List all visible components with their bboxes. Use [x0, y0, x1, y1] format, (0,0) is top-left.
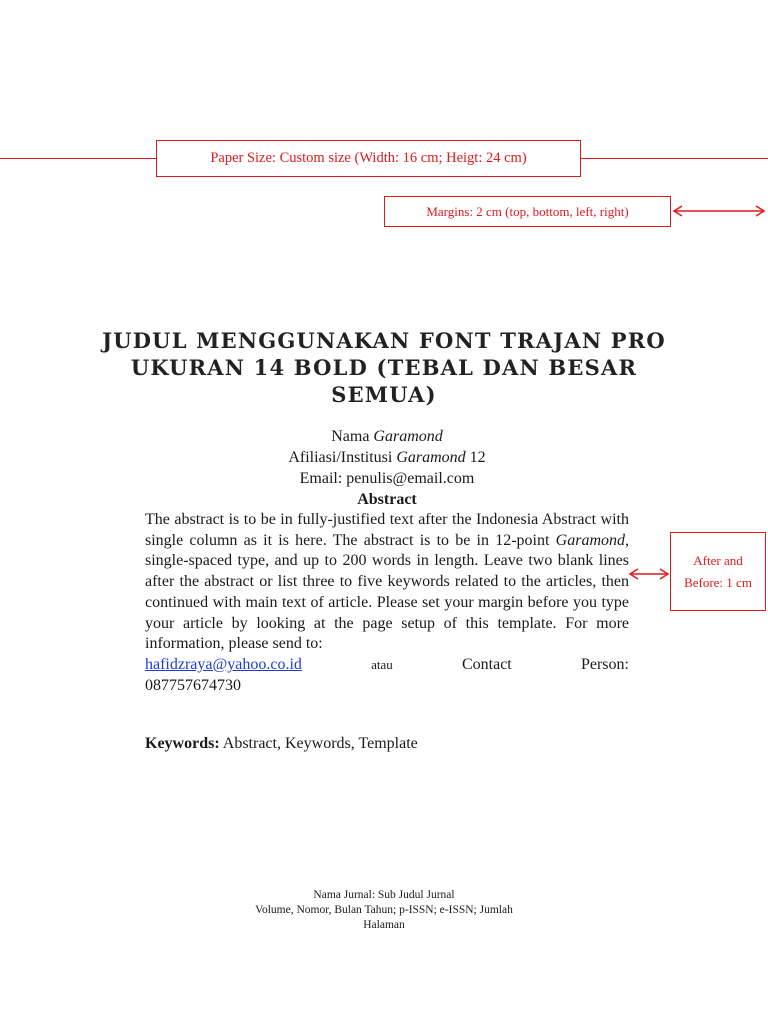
page-footer: [190, 888, 578, 933]
abstract-font-name: Garamond: [555, 531, 625, 549]
author-affiliation: Afiliasi/Institusi Garamond 12: [288, 449, 486, 466]
paper-size-line-right: [581, 158, 768, 159]
contact-atau: atau: [371, 656, 393, 672]
footer-volume-info: Volume, Nomor, Bulan Tahun; p-ISSN; e-ISSN; Jumlah: [255, 904, 513, 916]
author-name: Nama Garamond: [331, 428, 443, 445]
abstract-text-part2: , single-spaced type, and up to 200 words in length. Leave two blank lines after the abstract or list three to five keywords related to the articles, then continued with main text of article. Please set your margin before you type your article by looking at the page setup of this template. For more information, please send to:: [145, 531, 629, 653]
contact-line: [145, 655, 629, 676]
contact-phone: 087757674730: [145, 676, 241, 694]
after-before-double-arrow-icon: [628, 567, 670, 581]
keywords-line: [145, 733, 629, 754]
after-before-annotation: [670, 532, 766, 611]
contact-person-word: Person:: [580, 655, 629, 673]
margins-double-arrow-icon: [672, 204, 768, 218]
keywords-value: Abstract, Keywords, Template: [219, 735, 418, 752]
keywords-label: Keywords:: [145, 735, 220, 752]
affiliation-font: Garamond: [396, 449, 466, 466]
author-email: Email: penulis@email.com: [299, 470, 475, 487]
contact-word: Contact: [461, 655, 512, 673]
margins-label: Margins: 2 cm (top, bottom, left, right): [426, 203, 629, 219]
footer-journal-name: Nama Jurnal: Sub Judul Jurnal: [313, 889, 455, 901]
footer-pages: Halaman: [363, 919, 405, 931]
abstract-heading: Abstract: [357, 491, 417, 508]
paper-size-label: Paper Size: Custom size (Width: 16 cm; Heigt: 24 cm): [210, 150, 527, 166]
contact-email-link[interactable]: hafidzraya@yahoo.co.id: [145, 655, 302, 673]
author-name-font: Garamond: [373, 428, 443, 445]
abstract-body: [145, 510, 629, 696]
after-before-label: After and Before: 1 cm: [684, 552, 752, 590]
abstract-text-part1: The abstract is to be in fully-justified text after the Indonesia Abstract with single column as it is here. The abstract is to be in 12-point: [145, 511, 629, 549]
paper-size-annotation: [156, 140, 581, 177]
paper-title: JUDUL MENGGUNAKAN FONT TRAJAN PRO UKURAN 14 BOLD (TEBAL DAN BESAR SEMUA): [102, 328, 666, 407]
margins-annotation: [384, 196, 671, 227]
paper-size-line-left: [0, 158, 156, 159]
